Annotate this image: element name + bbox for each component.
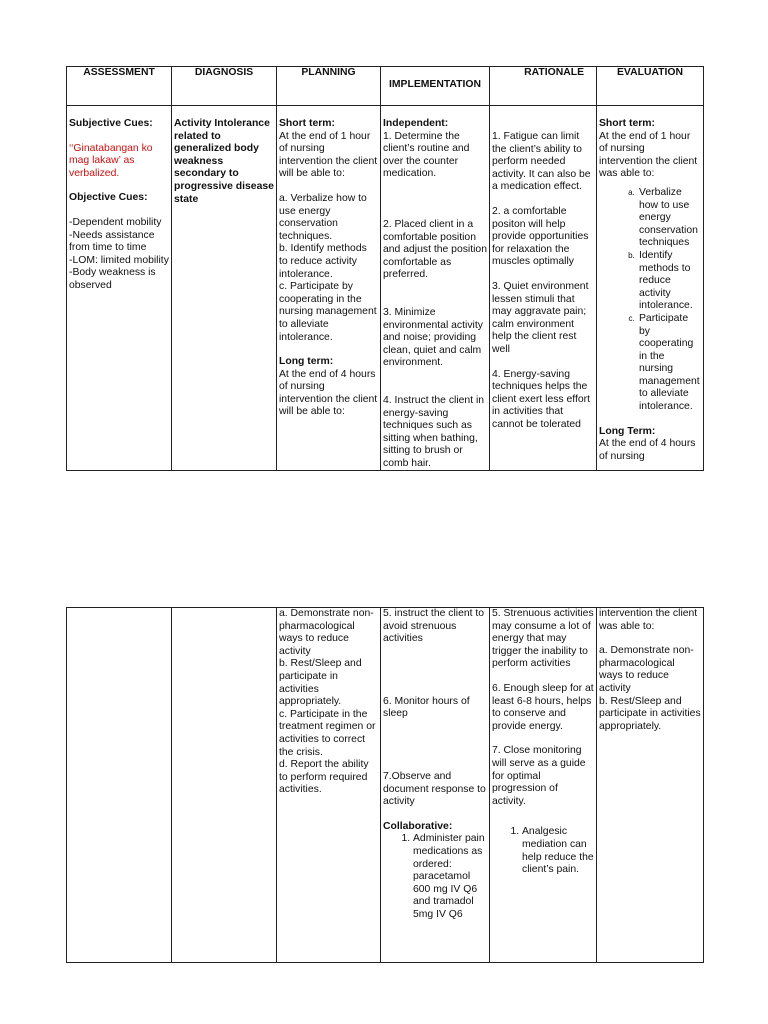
evaluation-long-term-text-continued: intervention the client was able to:	[599, 608, 698, 632]
planning-short-term-text: At the end of 1 hour of nursing intervention the client will be able to:	[279, 130, 378, 180]
objective-cue: -Needs assistance from time to time	[69, 229, 155, 254]
evaluation-outcome: a. Verbalize how to use energy conservation techniques	[637, 187, 701, 250]
evaluation-outcome: b. Rest/Sleep and participate in activities appropriately.	[599, 695, 701, 732]
care-plan-table-2	[66, 607, 704, 963]
nursing-diagnosis: Activity Intolerance related to generalized body weakness secondary to progressive disease state	[174, 118, 274, 205]
collaborative-rationale-item: 1. Analgesic mediation can help reduce the client’s pain.	[522, 826, 594, 876]
header-evaluation: EVALUATION	[597, 67, 704, 106]
collaborative-rationale-list	[492, 826, 594, 876]
care-plan-table-1	[66, 66, 704, 471]
collaborative-item: 1. Administer pain medications as ordered: paracetamol 600 mg IV Q6 and tramadol 5mg IV Q6	[413, 833, 487, 921]
planning-long-term-title: Long term:	[279, 356, 334, 368]
intervention-item: 4. Instruct the client in energy-saving techniques such as sitting when bathing, sitting to brush or comb hair.	[383, 394, 485, 469]
header-diagnosis: DIAGNOSIS	[172, 67, 277, 106]
intervention-item: 7.Observe and document response to activity	[383, 770, 486, 808]
rationale-item: 7. Close monitoring will serve as a guide for optimal progression of activity.	[492, 745, 586, 807]
intervention-item: 1. Determine the client’s routine and over the counter medication.	[383, 130, 470, 180]
rationale-cell-continued	[490, 608, 597, 963]
subjective-cues-title: Subjective Cues:	[69, 118, 153, 129]
planning-goal: c. Participate by cooperating in the nursing management to alleviate intolerance.	[279, 281, 377, 343]
rationale-item: 6. Enough sleep for at least 6-8 hours, helps to conserve and provide energy.	[492, 682, 594, 732]
intervention-item: 2. Placed client in a comfortable position and adjust the position comfortable as preferred.	[383, 218, 487, 281]
diagnosis-cell	[172, 106, 277, 471]
assessment-cell-continued	[67, 608, 172, 963]
evaluation-outcome: a. Demonstrate non-pharmacological ways to reduce activity	[599, 645, 694, 694]
header-planning: PLANNING	[277, 67, 381, 106]
intervention-item: 5. instruct the client to avoid strenuous activities	[383, 608, 485, 645]
objective-cue: -Dependent mobility	[69, 216, 162, 228]
intervention-item: 3. Minimize environmental activity and noise; providing clean, quiet and calm environment.	[383, 306, 483, 369]
continuation-row	[67, 608, 704, 963]
assessment-cell	[67, 106, 172, 471]
evaluation-outcome: b. Identify methods to reduce activity intolerance.	[637, 250, 701, 313]
planning-goal: d. Report the ability to perform required activities.	[279, 759, 369, 796]
implementation-cell	[381, 106, 490, 471]
rationale-item: 5. Strenuous activities may consume a lot of energy that may trigger the inability to perform activities	[492, 608, 594, 670]
planning-goal: b. Rest/Sleep and participate in activities appropriately.	[279, 658, 362, 708]
rationale-item: 3. Quiet environment lessen stimuli that may aggravate pain; calm environment help the client rest well	[492, 280, 589, 355]
evaluation-cell-continued	[597, 608, 704, 963]
header-implementation: IMPLEMENTATION	[381, 67, 490, 106]
diagnosis-cell-continued	[172, 608, 277, 963]
content-row	[67, 106, 704, 471]
planning-goal: c. Participate in the treatment regimen or activities to correct the crisis.	[279, 708, 376, 758]
rationale-item: 2. a comfortable positon will help provide opportunities for relaxation the muscles optimally	[492, 205, 589, 268]
evaluation-long-term-title: Long Term:	[599, 425, 656, 437]
header-row	[67, 67, 704, 106]
evaluation-outcome: c. Participate by cooperating in the nursing management to alleviate intolerance.	[637, 313, 701, 414]
independent-title: Independent:	[383, 118, 449, 129]
evaluation-short-term-list	[599, 187, 701, 414]
planning-cell-continued	[277, 608, 381, 963]
header-rationale: RATIONALE	[490, 67, 597, 106]
planning-cell	[277, 106, 381, 471]
rationale-item: 4. Energy-saving techniques helps the client exert less effort in activities that cannot be tolerated	[492, 368, 590, 430]
evaluation-cell	[597, 106, 704, 471]
planning-short-term-title: Short term:	[279, 118, 335, 129]
rationale-item: 1. Fatigue can limit the client’s ability to perform needed activity. It can also be a medication effect.	[492, 131, 591, 193]
planning-goal: a. Demonstrate non-pharmacological ways to reduce activity	[279, 608, 374, 657]
collaborative-title: Collaborative:	[383, 820, 453, 832]
rationale-cell	[490, 106, 597, 471]
objective-cue: -LOM: limited mobility	[69, 254, 169, 266]
evaluation-long-term-text: At the end of 4 hours of nursing	[599, 438, 696, 462]
collaborative-list	[383, 833, 487, 921]
planning-goal: a. Verbalize how to use energy conservation techniques.	[279, 192, 367, 242]
evaluation-short-term-title: Short term:	[599, 118, 655, 129]
intervention-item: 6. Monitor hours of sleep	[383, 695, 470, 720]
planning-goal: b. Identify methods to reduce activity intolerance.	[279, 243, 367, 280]
objective-cues-title: Objective Cues:	[69, 192, 148, 204]
header-assessment: ASSESSMENT	[67, 67, 172, 106]
planning-long-term-text: At the end of 4 hours of nursing intervention the client will be able to:	[279, 368, 378, 418]
subjective-quote: ‘‘Ginatabangan ko mag lakaw’ as verbalized.	[69, 142, 153, 179]
evaluation-short-term-text: At the end of 1 hour of nursing intervention the client was able to:	[599, 130, 698, 180]
implementation-cell-continued	[381, 608, 490, 963]
objective-cue: -Body weakness is observed	[69, 267, 156, 291]
